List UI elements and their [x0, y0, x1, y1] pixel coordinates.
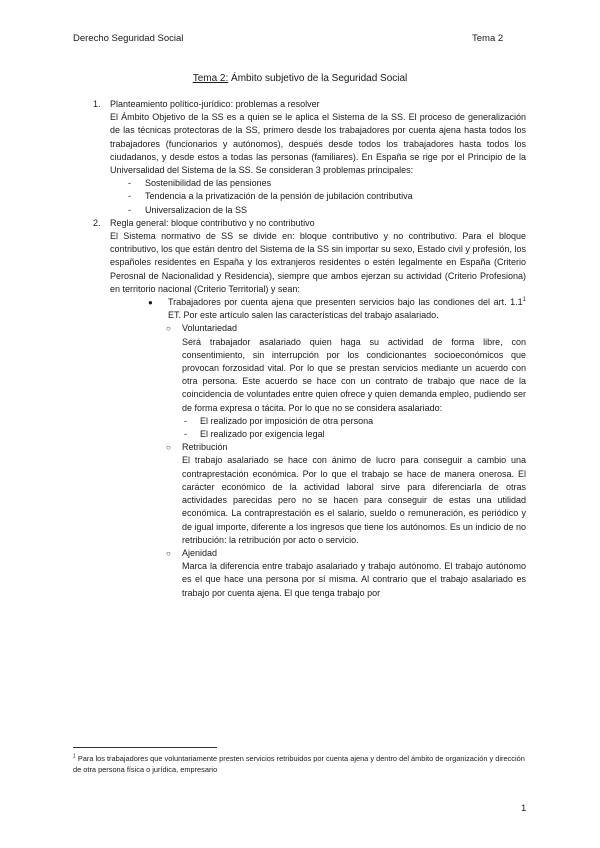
section-1	[0, 98, 600, 217]
bullet-text	[168, 296, 526, 322]
section-1-heading: Planteamiento político-jurídico: problemas a resolver	[110, 99, 320, 109]
section-2	[0, 217, 600, 600]
header-course-title: Derecho Seguridad Social	[73, 33, 184, 44]
title-text: Ámbito subjetivo de la Seguridad Social	[228, 73, 408, 84]
dash-marker: -	[184, 429, 187, 440]
exclusion-item	[0, 428, 600, 441]
characteristic-voluntariedad	[0, 322, 600, 441]
characteristic-ajenidad	[0, 547, 600, 600]
bullet-icon: ●	[148, 298, 153, 308]
section-2-heading: Regla general: bloque contributivo y no contributivo	[110, 217, 315, 228]
characteristic-retribucion	[0, 441, 600, 547]
circle-bullet-icon: ○	[166, 324, 171, 334]
section-2-number: 2.	[93, 217, 101, 228]
bullet-item-workers	[0, 296, 600, 322]
title-label: Tema 2:	[192, 73, 229, 84]
problem-item	[0, 177, 600, 190]
bullet-text-start: Trabajadores por cuenta ajena que presenten servicios bajo las condiones del art. 1.1	[168, 297, 523, 308]
dash-marker: -	[128, 191, 131, 202]
characteristic-text: El trabajo asalariado se hace con ánimo de lucro para conseguir a cambio una contraprestación económica. Por lo que el trabajo se hace de manera onerosa. El carácter económico de la actividad laboral sirve para diferenciarla de otras actividades parecidas pero no se hacen para conseguir de estas una utilidad económica. La contraprestación es el salario, sueldo o remuneración, es periódico y de igual importe, diferente a los ingresos que tiene los autónomos. Es un indicio de no retribución: la retribución por acto o servicio.	[182, 455, 526, 545]
exclusions-list	[0, 415, 600, 441]
exclusion-text: El realizado por exigencia legal	[200, 429, 325, 440]
footnote-separator	[73, 747, 217, 748]
footnote-marker: 1	[73, 753, 76, 760]
footnote-reference: 1	[522, 297, 526, 304]
bullet-text-end: ET. Por este artículo salen las características del trabajo asalariado.	[168, 310, 439, 321]
section-2-paragraph: El Sistema normativo de SS se divide en: bloque contributivo y no contributivo. Para el bloque contributivo, los que están dentro del Sistema de la SS sin importar su sexo, Estado civil y profesión, los españoles residentes en España y los extranjeros residentes o estén legalmente en España (Criterio Perosnal de Nacionalidad y Residencia), siempre que ambos ejerzan su actividad (Criterio Profesiona) en territorio nacional (Criterio Territorial) y sean:	[110, 231, 526, 294]
circle-bullet-icon: ○	[166, 548, 171, 558]
circle-bullet-icon: ○	[166, 443, 171, 453]
footnote-text: Para los trabajadores que voluntariamente presten servicios retribuidos por cuenta ajena y dentro del ámbito de organización y dirección de otra persona física o jurídica, empresario	[73, 754, 525, 774]
characteristic-title: Retribución	[182, 442, 228, 453]
page-number: 1	[521, 803, 527, 814]
dash-marker: -	[184, 415, 187, 426]
characteristic-title: Voluntariedad	[182, 323, 238, 334]
exclusion-text: El realizado por imposición de otra persona	[200, 415, 374, 426]
header-topic: Tema 2	[472, 33, 504, 44]
section-1-paragraph: El Ámbito Objetivo de la SS es a quien se le aplica el Sistema de la SS. El proceso de generalización de las técnicas protectoras de la SS, primero desde los trabajadores por cuenta ajena hasta todos los trabajadores (funcionarios y autónomos), después desde todos los trabajadores hasta todos los ciudadanos, y desde estos a todas las personas (familiares). En España se rige por el Principio de la Universalidad del Sistema de la SS. Se consideran 3 problemas principales:	[110, 112, 526, 176]
exclusion-item	[0, 415, 600, 428]
problem-text: Sostenibilidad de las pensiones	[145, 178, 272, 189]
page-title	[0, 72, 600, 85]
problem-text: Universalizacion de la SS	[145, 204, 248, 215]
document-body	[0, 98, 600, 600]
problems-list	[0, 177, 600, 217]
footnote	[73, 753, 533, 775]
problem-text: Tendencia a la privatización de la pensión de jubilación contributiva	[145, 191, 413, 202]
problem-item	[0, 190, 600, 203]
dash-marker: -	[128, 178, 131, 189]
characteristic-text: Será trabajador asalariado quien haga su actividad de forma libre, con consentimiento, sin interrupción por los condicionantes socioeconómicos que provocan forzosidad vital. Por lo que se prestan servicios mediante un acuerdo con otra persona. Este acuerdo se hace con un contrato de trabajo que nace de la coincidencia de voluntades entre quien ofrece y quien demanda empleo, pudiendo ser de forma expresa o tácita. Por lo que no se considera asalariado:	[182, 336, 526, 413]
characteristic-title: Ajenidad	[182, 547, 218, 558]
characteristic-text: Marca la diferencia entre trabajo asalariado y trabajo autónomo. El trabajo autónomo es el que hace una persona por sí misma. Al contrario que el trabajo asalariado es trabajo por cuenta ajena. El que tenga trabajo por	[182, 561, 526, 598]
section-1-number: 1.	[93, 99, 101, 109]
dash-marker: -	[128, 204, 131, 215]
problem-item	[0, 204, 600, 217]
